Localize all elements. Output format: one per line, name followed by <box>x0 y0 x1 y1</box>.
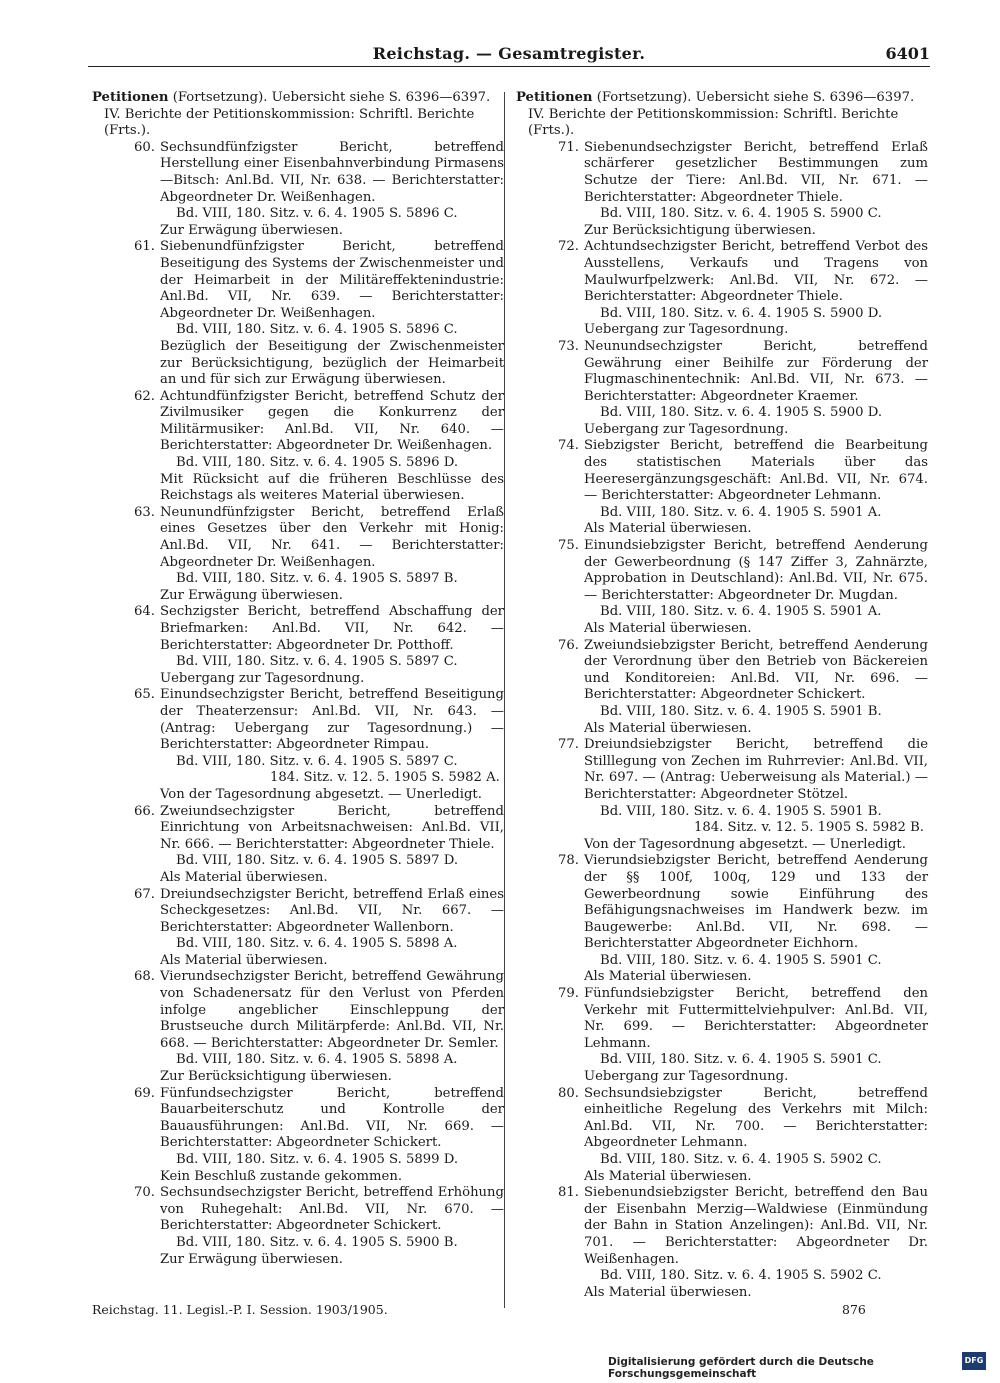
entry-body <box>92 1185 504 1235</box>
entry-number: 80. <box>558 1085 579 1101</box>
petition-entry <box>92 1185 504 1268</box>
entry-text: Zweiundsiebzigster Bericht, betreffend Aenderung der Verordnung über den Betrieb von Bäckereien und Konditoreien: Anl.Bd. VII, Nr. 696. — Berichterstatter: Abgeordneter Schickert. <box>584 637 928 703</box>
entry-reference: Bd. VIII, 180. Sitz. v. 6. 4. 1905 S. 5898 A. <box>176 936 458 952</box>
entry-text: Vierundsiebzigster Bericht, betreffend Aenderung der §§ 100f, 100q, 129 und 133 der Gewerbeordnung sowie Einführung des Befähigungsnachweises im Handwerk bezw. im Baugewerbe: Anl.Bd. VII, Nr. 698. — Berichterstatter Abgeordneter Eichhorn. <box>584 853 928 952</box>
petition-entry <box>92 804 504 887</box>
right-column <box>516 90 928 1301</box>
petition-entry <box>516 140 928 240</box>
entry-body <box>516 140 928 206</box>
entry-body <box>92 389 504 455</box>
section-heading-rest: (Fortsetzung). Uebersicht siehe S. 6396—6397. <box>592 90 915 105</box>
entry-reference: Bd. VIII, 180. Sitz. v. 6. 4. 1905 S. 5901 B. <box>600 703 882 719</box>
right-entry-list <box>516 140 928 1302</box>
entry-resolution: Zur Erwägung überwiesen. <box>160 1251 343 1267</box>
entry-resolution: Mit Rücksicht auf die früheren Beschlüsse des Reichstags als weiteres Material überwiesen. <box>160 471 504 504</box>
entry-reference: Bd. VIII, 180. Sitz. v. 6. 4. 1905 S. 5901 C. <box>600 952 882 968</box>
entry-number: 70. <box>134 1185 155 1201</box>
entry-text: Vierundsechzigster Bericht, betreffend Gewährung von Schadenersatz für den Verlust von Pferden infolge angeblicher Einschleppung der Brustseuche durch Militärpferde: Anl.Bd. VII, Nr. 668. — Berichterstatter: Abgeordneter Dr. Semler. <box>160 969 504 1051</box>
entry-resolution: Uebergang zur Tagesordnung. <box>584 322 789 338</box>
entry-text: Einundsiebzigster Bericht, betreffend Aenderung der Gewerbeordnung (§ 147 Ziffer 3, Zahnärzte, Approbation in Deutschland): Anl.Bd. VII, Nr. 675. — Berichterstatter: Abgeordneter Dr. Mugdan. <box>584 538 928 603</box>
entry-body <box>92 887 504 937</box>
entry-reference: Bd. VIII, 180. Sitz. v. 6. 4. 1905 S. 5901 A. <box>600 504 882 520</box>
section-heading-bold: Petitionen <box>516 90 593 105</box>
entry-reference: Bd. VIII, 180. Sitz. v. 6. 4. 1905 S. 5901 C. <box>600 1052 882 1068</box>
entry-reference: Bd. VIII, 180. Sitz. v. 6. 4. 1905 S. 5900 B. <box>176 1234 458 1250</box>
page-number: 6401 <box>885 44 930 63</box>
petition-entry <box>92 687 504 803</box>
entry-resolution: Zur Berücksichtigung überwiesen. <box>584 222 816 238</box>
section-heading-bold: Petitionen <box>92 90 169 105</box>
entry-number: 72. <box>558 239 579 255</box>
page-title: Reichstag. — Gesamtregister. <box>372 44 646 63</box>
entry-text: Siebenundsiebzigster Bericht, betreffend den Bau der Eisenbahn Merzig—Waldwiese (Einmündung der Bahn in Station Anzelingen): Anl.Bd. VII, Nr. 701. — Berichterstatter: Abgeordneter Dr. Weißenhagen. <box>584 1185 928 1267</box>
petition-entry <box>516 737 928 853</box>
petition-entry <box>516 986 928 1086</box>
entry-resolution: Kein Beschluß zustande gekommen. <box>160 1168 403 1184</box>
entry-body <box>516 438 928 504</box>
entry-body <box>516 1086 928 1152</box>
petition-entry <box>92 389 504 505</box>
entry-body <box>92 969 504 1052</box>
entry-text: Dreiundsiebzigster Bericht, betreffend die Stilllegung von Zechen im Ruhrrevier: Anl.Bd. VII, Nr. 697. — (Antrag: Ueberweisung als Material.) — Berichterstatter: Abgeordneter Stötzel. <box>584 737 928 802</box>
entry-text: Sechsundsiebzigster Bericht, betreffend einheitliche Regelung des Verkehrs mit Milch: Anl.Bd. VII, Nr. 700. — Berichterstatter: Abgeordneter Lehmann. <box>584 1085 928 1151</box>
entry-text: Achtundfünfzigster Bericht, betreffend Schutz der Zivilmusiker gegen die Konkurrenz der Militärmusiker: Anl.Bd. VII, Nr. 640. — Berichterstatter: Abgeordneter Dr. Weißenhagen. <box>160 388 504 454</box>
entry-resolution: Uebergang zur Tagesordnung. <box>584 1069 789 1085</box>
entry-resolution: Zur Erwägung überwiesen. <box>160 222 343 238</box>
entry-reference: Bd. VIII, 180. Sitz. v. 6. 4. 1905 S. 5896 C. <box>176 206 458 222</box>
entry-number: 73. <box>558 338 579 354</box>
entry-resolution: Als Material überwiesen. <box>160 952 328 968</box>
entry-reference: Bd. VIII, 180. Sitz. v. 6. 4. 1905 S. 5901 A. <box>600 604 882 620</box>
entry-text: Fünfundsechzigster Bericht, betreffend Bauarbeiterschutz und Kontrolle der Bauausführungen: Anl.Bd. VII, Nr. 669. — Berichterstatter: Abgeordneter Schickert. <box>160 1085 504 1151</box>
entry-number: 78. <box>558 853 579 869</box>
entry-body <box>516 339 928 405</box>
entry-resolution: Als Material überwiesen. <box>584 1284 752 1300</box>
entry-number: 67. <box>134 886 155 902</box>
entry-number: 66. <box>134 803 155 819</box>
left-column <box>92 90 504 1268</box>
page-header <box>88 36 930 64</box>
entry-number: 61. <box>134 239 155 255</box>
section-heading <box>516 90 928 107</box>
entry-number: 63. <box>134 504 155 520</box>
entry-number: 64. <box>134 604 155 620</box>
entry-resolution: Als Material überwiesen. <box>584 720 752 736</box>
entry-number: 74. <box>558 438 579 454</box>
petition-entry <box>92 604 504 687</box>
entry-text: Siebenundsechzigster Bericht, betreffend Erlaß schärferer gesetzlicher Bestimmungen zum Schutze der Tiere: Anl.Bd. VII, Nr. 671. — Berichterstatter: Abgeordneter Thiele. <box>584 139 928 205</box>
entry-text: Zweiundsechzigster Bericht, betreffend Einrichtung von Arbeitsnachweisen: Anl.Bd. VII, Nr. 666. — Berichterstatter: Abgeordneter Thiele. <box>160 803 504 852</box>
entry-body <box>92 1086 504 1152</box>
column-divider <box>504 92 505 1308</box>
digitization-note: Digitalisierung gefördert durch die Deutsche Forschungsgemeinschaft <box>608 1356 874 1380</box>
entry-number: 65. <box>134 687 155 703</box>
entry-body <box>92 687 504 753</box>
entry-reference: Bd. VIII, 180. Sitz. v. 6. 4. 1905 S. 5901 B. <box>600 803 882 819</box>
entry-number: 76. <box>558 637 579 653</box>
entry-resolution: Uebergang zur Tagesordnung. <box>584 421 789 437</box>
left-entry-list <box>92 140 504 1268</box>
entry-reference-secondary: 184. Sitz. v. 12. 5. 1905 S. 5982 B. <box>694 820 924 836</box>
footer-session: Reichstag. 11. Legisl.-P. I. Session. 1903/1905. <box>92 1302 388 1317</box>
entry-reference: Bd. VIII, 180. Sitz. v. 6. 4. 1905 S. 5897 B. <box>176 571 458 587</box>
entry-number: 68. <box>134 969 155 985</box>
entry-text: Sechzigster Bericht, betreffend Abschaffung der Briefmarken: Anl.Bd. VII, Nr. 642. — Berichterstatter: Abgeordneter Dr. Potthoff. <box>160 604 504 653</box>
subsection-heading: IV. Berichte der Petitionskommission: Schriftl. Berichte (Frts.). <box>104 106 475 139</box>
header-rule <box>88 66 930 67</box>
entry-resolution: Zur Erwägung überwiesen. <box>160 587 343 603</box>
entry-reference: Bd. VIII, 180. Sitz. v. 6. 4. 1905 S. 5900 C. <box>600 206 882 222</box>
petition-entry <box>92 1086 504 1186</box>
entry-text: Achtundsechzigster Bericht, betreffend Verbot des Ausstellens, Verkaufs und Tragens von Maulwurfpelzwerk: Anl.Bd. VII, Nr. 672. — Berichterstatter: Abgeordneter Thiele. <box>584 239 928 305</box>
petition-entry <box>516 1185 928 1301</box>
entry-body <box>516 853 928 953</box>
entry-resolution: Von der Tagesordnung abgesetzt. — Unerledigt. <box>160 786 482 802</box>
entry-resolution: Als Material überwiesen. <box>584 621 752 636</box>
entry-reference: Bd. VIII, 180. Sitz. v. 6. 4. 1905 S. 5898 A. <box>176 1052 458 1068</box>
entry-resolution: Als Material überwiesen. <box>584 1168 752 1184</box>
section-heading-rest: (Fortsetzung). Uebersicht siehe S. 6396—6397. <box>168 90 491 105</box>
petition-entry <box>92 887 504 970</box>
petition-entry <box>516 853 928 986</box>
petition-entry <box>516 638 928 738</box>
entry-number: 81. <box>558 1185 579 1201</box>
entry-text: Dreiundsechzigster Bericht, betreffend Erlaß eines Scheckgesetzes: Anl.Bd. VII, Nr. 667. — Berichterstatter: Abgeordneter Wallenborn. <box>160 886 504 935</box>
entry-reference: Bd. VIII, 180. Sitz. v. 6. 4. 1905 S. 5900 D. <box>600 305 883 321</box>
entry-text: Neunundfünfzigster Bericht, betreffend Erlaß eines Gesetzes über den Verkehr mit Honig: Anl.Bd. VII, Nr. 641. — Berichterstatter: Abgeordneter Dr. Weißenhagen. <box>160 504 504 570</box>
entry-reference: Bd. VIII, 180. Sitz. v. 6. 4. 1905 S. 5896 C. <box>176 322 458 338</box>
entry-resolution: Als Material überwiesen. <box>584 969 752 985</box>
entry-resolution: Als Material überwiesen. <box>584 521 752 537</box>
entry-resolution: Bezüglich der Beseitigung der Zwischenmeister zur Berücksichtigung, bezüglich der Heimarbeit an und für sich zur Erwägung überwiesen. <box>160 338 504 388</box>
petition-entry <box>516 538 928 638</box>
entry-body <box>92 140 504 206</box>
entry-reference: Bd. VIII, 180. Sitz. v. 6. 4. 1905 S. 5899 D. <box>176 1152 459 1167</box>
entry-text: Siebenundfünfzigster Bericht, betreffend Beseitigung des Systems der Zwischenmeister und der Heimarbeit in der Militäreffektenindustrie: Anl.Bd. VII, Nr. 639. — Berichterstatter: Abgeordneter Dr. Weißenhagen. <box>160 239 504 321</box>
entry-resolution: Von der Tagesordnung abgesetzt. — Unerledigt. <box>584 836 906 852</box>
entry-body <box>92 804 504 854</box>
petition-entry <box>92 239 504 388</box>
entry-body <box>516 1185 928 1268</box>
entry-resolution: Uebergang zur Tagesordnung. <box>160 670 365 686</box>
entry-reference: Bd. VIII, 180. Sitz. v. 6. 4. 1905 S. 5900 D. <box>600 405 883 421</box>
entry-text: Neunundsechzigster Bericht, betreffend Gewährung einer Beihilfe zur Förderung der Flugmaschinentechnik: Anl.Bd. VII, Nr. 673. — Berichterstatter: Abgeordneter Kraemer. <box>584 338 928 404</box>
entry-number: 71. <box>558 139 579 155</box>
entry-number: 77. <box>558 737 579 753</box>
entry-body <box>92 505 504 571</box>
footer-sheet-number: 876 <box>842 1302 866 1317</box>
entry-number: 75. <box>558 538 579 554</box>
entry-resolution: Zur Berücksichtigung überwiesen. <box>160 1069 392 1085</box>
entry-reference: Bd. VIII, 180. Sitz. v. 6. 4. 1905 S. 5897 C. <box>176 654 458 670</box>
section-heading <box>92 90 504 107</box>
entry-text: Einundsechzigster Bericht, betreffend Beseitigung der Theaterzensur: Anl.Bd. VII, Nr. 643. — (Antrag: Uebergang zur Tagesordnung.) — Berichterstatter: Abgeordneter Rimpau. <box>160 687 504 753</box>
entry-body <box>516 737 928 803</box>
entry-body <box>92 604 504 654</box>
entry-reference: Bd. VIII, 180. Sitz. v. 6. 4. 1905 S. 5896 D. <box>176 455 459 471</box>
dfg-logo-icon: DFG <box>962 1352 986 1370</box>
petition-entry <box>92 505 504 605</box>
entry-body <box>516 239 928 305</box>
petition-entry <box>516 438 928 538</box>
entry-body <box>516 986 928 1052</box>
entry-body <box>516 538 928 604</box>
entry-reference-secondary: 184. Sitz. v. 12. 5. 1905 S. 5982 A. <box>270 770 500 786</box>
entry-number: 69. <box>134 1085 155 1101</box>
petition-entry <box>92 969 504 1085</box>
petition-entry <box>516 239 928 339</box>
entry-reference: Bd. VIII, 180. Sitz. v. 6. 4. 1905 S. 5902 C. <box>600 1152 882 1167</box>
entry-reference: Bd. VIII, 180. Sitz. v. 6. 4. 1905 S. 5897 C. <box>176 753 458 769</box>
subsection-heading: IV. Berichte der Petitionskommission: Schriftl. Berichte (Frts.). <box>528 106 899 139</box>
entry-number: 79. <box>558 986 579 1002</box>
entry-text: Sechsundfünfzigster Bericht, betreffend Herstellung einer Eisenbahnverbindung Pirmasens—Bitsch: Anl.Bd. VII, Nr. 638. — Berichterstatter: Abgeordneter Dr. Weißenhagen. <box>160 139 504 205</box>
entry-text: Siebzigster Bericht, betreffend die Bearbeitung des statistischen Materials über das Heeresergänzungsgeschäft: Anl.Bd. VII, Nr. 674. — Berichterstatter: Abgeordneter Lehmann. <box>584 438 928 504</box>
entry-resolution: Als Material überwiesen. <box>160 869 328 885</box>
entry-reference: Bd. VIII, 180. Sitz. v. 6. 4. 1905 S. 5897 D. <box>176 853 459 869</box>
petition-entry <box>92 140 504 240</box>
petition-entry <box>516 1086 928 1186</box>
entry-number: 62. <box>134 388 155 404</box>
entry-number: 60. <box>134 139 155 155</box>
entry-text: Fünfundsiebzigster Bericht, betreffend den Verkehr mit Futtermittelviehpulver: Anl.Bd. VII, Nr. 699. — Berichterstatter: Abgeordneter Lehmann. <box>584 986 928 1051</box>
petition-entry <box>516 339 928 439</box>
entry-reference: Bd. VIII, 180. Sitz. v. 6. 4. 1905 S. 5902 C. <box>600 1268 882 1284</box>
entry-text: Sechsundsechzigster Bericht, betreffend Erhöhung von Ruhegehalt: Anl.Bd. VII, Nr. 670. — Berichterstatter: Abgeordneter Schickert. <box>160 1185 504 1234</box>
entry-body <box>516 638 928 704</box>
entry-body <box>92 239 504 322</box>
